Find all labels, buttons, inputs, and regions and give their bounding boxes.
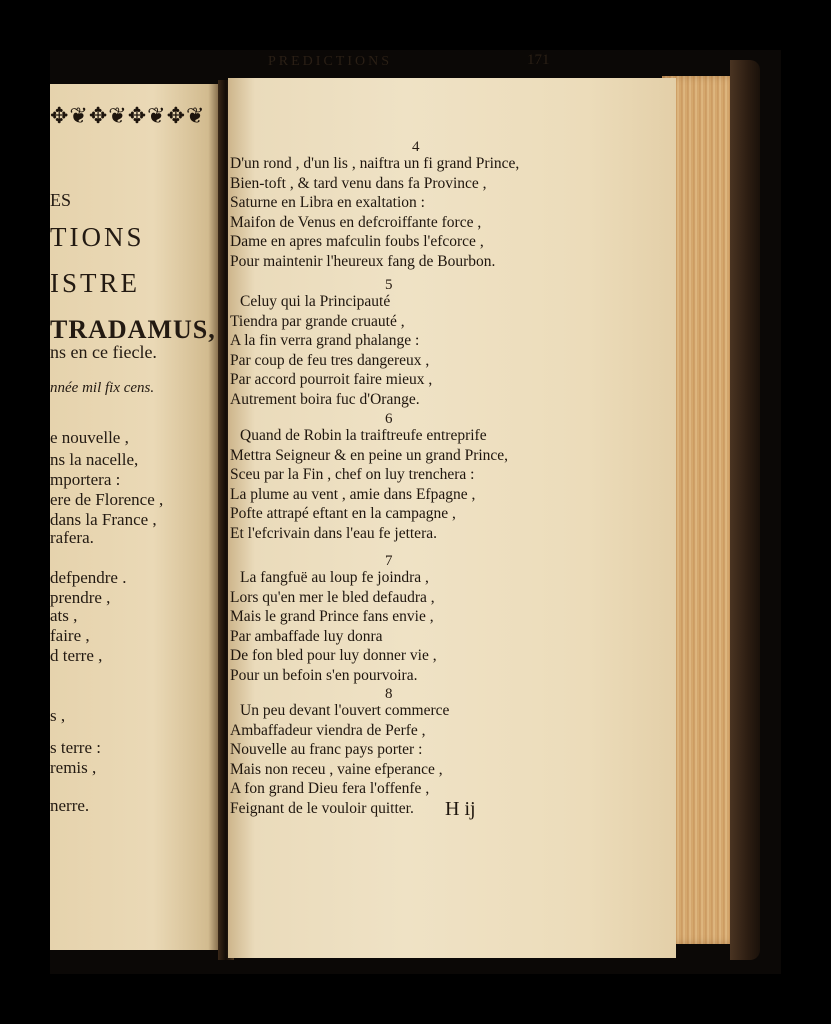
verse-line: Pour maintenir l'heureux fang de Bourbon.	[230, 253, 496, 270]
running-header: PREDICTIONS	[268, 54, 393, 69]
verse-line: Lors qu'en mer le bled defaudra ,	[230, 588, 435, 606]
left-page-line: s terre :	[50, 738, 101, 757]
verse-line: Et l'efcrivain dans l'eau fe jettera.	[230, 525, 437, 542]
verse-line: Mettra Seigneur & en peine un grand Prince,	[230, 446, 509, 464]
left-page-line: prendre ,	[50, 588, 111, 607]
verse-line: Pofte attrapé eftant en la campagne ,	[230, 505, 456, 523]
left-page-line: dans la France ,	[50, 510, 157, 529]
stanza-number: 4	[412, 139, 420, 155]
verse-line: Mais non receu , vaine efperance ,	[230, 760, 443, 778]
left-page-line: ats ,	[50, 606, 78, 625]
left-page-line: ES	[50, 190, 72, 210]
stanza-number: 7	[385, 553, 393, 569]
left-page-line: remis ,	[50, 758, 97, 777]
left-page-line: faire ,	[50, 626, 90, 645]
left-page-line: ns la nacelle,	[50, 450, 139, 469]
verse-line: Un peu devant l'ouvert commerce	[240, 702, 450, 719]
verse-line: Dame en apres mafculin foubs l'efcorce ,	[230, 233, 484, 251]
stanza-number: 5	[385, 277, 393, 293]
left-page-line: TRADAMUS,	[50, 315, 216, 344]
left-page-line: d terre ,	[50, 646, 103, 665]
signature-mark: H ij	[445, 798, 476, 820]
verse-line: Autrement boira fuc d'Orange.	[230, 391, 420, 408]
left-page-line: e nouvelle ,	[50, 428, 129, 447]
verse-line: Sceu par la Fin , chef on luy trenchera :	[230, 466, 475, 484]
verse-line: Bien-toft , & tard venu dans fa Province ,	[230, 174, 487, 192]
left-page-line: nnée mil fix cens.	[50, 380, 155, 396]
verse-line: D'un rond , d'un lis , naiftra un fi grand Prince,	[230, 155, 520, 172]
left-page-line: TIONS	[50, 222, 145, 252]
ornament-band: ✥❦✥❦✥❦✥❦	[50, 104, 206, 129]
left-page-line: rafera.	[50, 528, 94, 547]
verse-line: Ambaffadeur viendra de Perfe ,	[230, 721, 426, 739]
verse-line: La fangfuë au loup fe joindra ,	[240, 569, 429, 586]
left-page-line: s ,	[50, 706, 66, 725]
verse-line: Quand de Robin la traiftreufe entreprife	[240, 427, 487, 444]
left-page-line: defpendre .	[50, 568, 127, 587]
left-page-content	[50, 50, 222, 974]
verse-line: La plume au vent , amie dans Efpagne ,	[230, 485, 476, 503]
left-page-line: ere de Florence ,	[50, 490, 164, 509]
page-number: 171	[527, 52, 550, 68]
verse-line: Celuy qui la Principauté	[240, 293, 391, 310]
verse-line: De fon bled pour luy donner vie ,	[230, 647, 437, 665]
verse-line: Saturne en Libra en exaltation :	[230, 194, 425, 212]
left-page-line: nerre.	[50, 796, 90, 815]
verse-line: Par accord pourroit faire mieux ,	[230, 371, 433, 389]
verse-line: Mais le grand Prince fans envie ,	[230, 608, 434, 626]
verse-line: A la fin verra grand phalange :	[230, 332, 420, 350]
verse-line: A fon grand Dieu fera l'offenfe ,	[230, 780, 430, 798]
stanza-number: 8	[385, 686, 393, 702]
left-page-line: ISTRE	[50, 268, 141, 298]
verse-line: Maifon de Venus en defcroiffante force ,	[230, 213, 482, 231]
verse-line: Nouvelle au franc pays porter :	[230, 741, 423, 759]
left-page-line: ns en ce fiecle.	[50, 342, 157, 362]
verse-line: Feignant de le vouloir quitter.	[230, 800, 414, 817]
verse-line: Par ambaffade luy donra	[230, 627, 383, 645]
verse-line: Tiendra par grande cruauté ,	[230, 312, 405, 330]
book-cover-edge	[730, 60, 760, 960]
verse-line: Pour un befoin s'en pourvoira.	[230, 667, 418, 684]
verse-line: Par coup de feu tres dangereux ,	[230, 351, 430, 369]
stanza-number: 6	[385, 411, 393, 427]
left-page-line: mportera :	[50, 470, 121, 489]
